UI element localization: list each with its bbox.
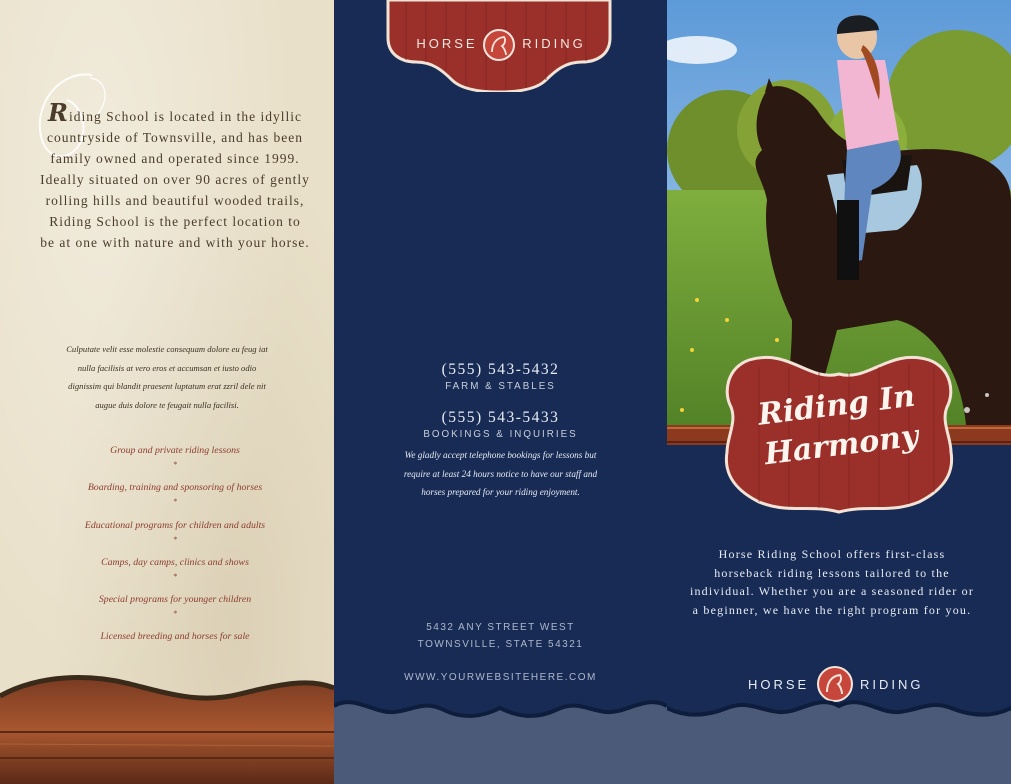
star-separator: * xyxy=(173,609,177,619)
list-item xyxy=(40,628,310,665)
phone-bookings: (555) 543-5433 xyxy=(441,409,560,426)
phone-bookings-label: BOOKINGS & INQUIRIES xyxy=(423,429,578,440)
address-line-1: 5432 ANY STREET WEST xyxy=(426,622,575,633)
left-panel xyxy=(0,0,334,784)
service-label: Boarding, training and sponsoring of horses xyxy=(87,482,263,494)
website-link[interactable]: WWW.YOURWEBSITEHERE.COM xyxy=(404,672,597,683)
latin-paragraph: Culputate velit esse molestie consequam dolore eu feug iat nulla facilisis at vero eros et accumsan et iusto odio dignissim qui blandit praesent luptatum erat zzril dele nit augue duis dolore te feugait nulla facilisi. xyxy=(66,344,268,411)
badge-riding-text: RIDING xyxy=(522,36,586,51)
list-item xyxy=(40,442,310,479)
list-item xyxy=(40,554,310,591)
star-separator: * xyxy=(173,497,177,507)
wood-footer xyxy=(0,674,334,784)
intro-text: iding School is located in the idyllic countryside of Townsville, and has been family owned and operated since 1999. Ideally situated on over 90 acres of gently rolling hills and beautiful wooded trails, Riding School is the perfect location to be at one with nature and with your horse. xyxy=(40,109,310,250)
booking-note: We gladly accept telephone bookings for lessons but require at least 24 hours notice to have our staff and horses prepared for your riding enjoyment. xyxy=(403,450,598,498)
description-paragraph: Horse Riding School offers first-class horseback riding lessons tailored to the individual. Whether you are a seasoned rider or a beginner, we have the right program for you. xyxy=(689,547,975,618)
service-label: Special programs for younger children xyxy=(98,594,252,606)
drop-cap: R xyxy=(48,98,69,127)
right-panel xyxy=(667,0,1011,784)
intro-paragraph xyxy=(40,98,310,253)
middle-panel xyxy=(334,0,667,784)
service-label: Licensed breeding and horses for sale xyxy=(100,631,250,643)
contact-block xyxy=(334,360,667,502)
address-line-2: TOWNSVILLE, STATE 54321 xyxy=(417,639,584,650)
list-item xyxy=(40,479,310,516)
scalloped-footer xyxy=(667,694,1011,784)
star-separator: * xyxy=(173,460,177,469)
scalloped-footer xyxy=(334,694,667,784)
badge-horse-text: HORSE xyxy=(416,36,478,51)
address xyxy=(334,619,667,653)
service-label: Educational programs for children and adults xyxy=(84,519,266,531)
service-label: Camps, day camps, clinics and shows xyxy=(101,556,249,568)
star-separator: * xyxy=(173,571,177,581)
star-separator: * xyxy=(173,534,177,544)
logo-riding-text: RIDING xyxy=(860,677,924,692)
list-item xyxy=(40,517,310,554)
title-line-2: Harmony xyxy=(762,418,921,473)
phone-farm: (555) 543-5432 xyxy=(441,361,560,378)
list-item xyxy=(40,591,310,628)
title-line-1: Riding In xyxy=(756,378,917,433)
logo-horse-text: HORSE xyxy=(748,677,810,692)
horse-riding-badge xyxy=(386,0,612,97)
phone-farm-label: FARM & STABLES xyxy=(445,381,556,392)
service-label: Group and private riding lessons xyxy=(110,445,240,456)
services-list xyxy=(40,442,310,666)
